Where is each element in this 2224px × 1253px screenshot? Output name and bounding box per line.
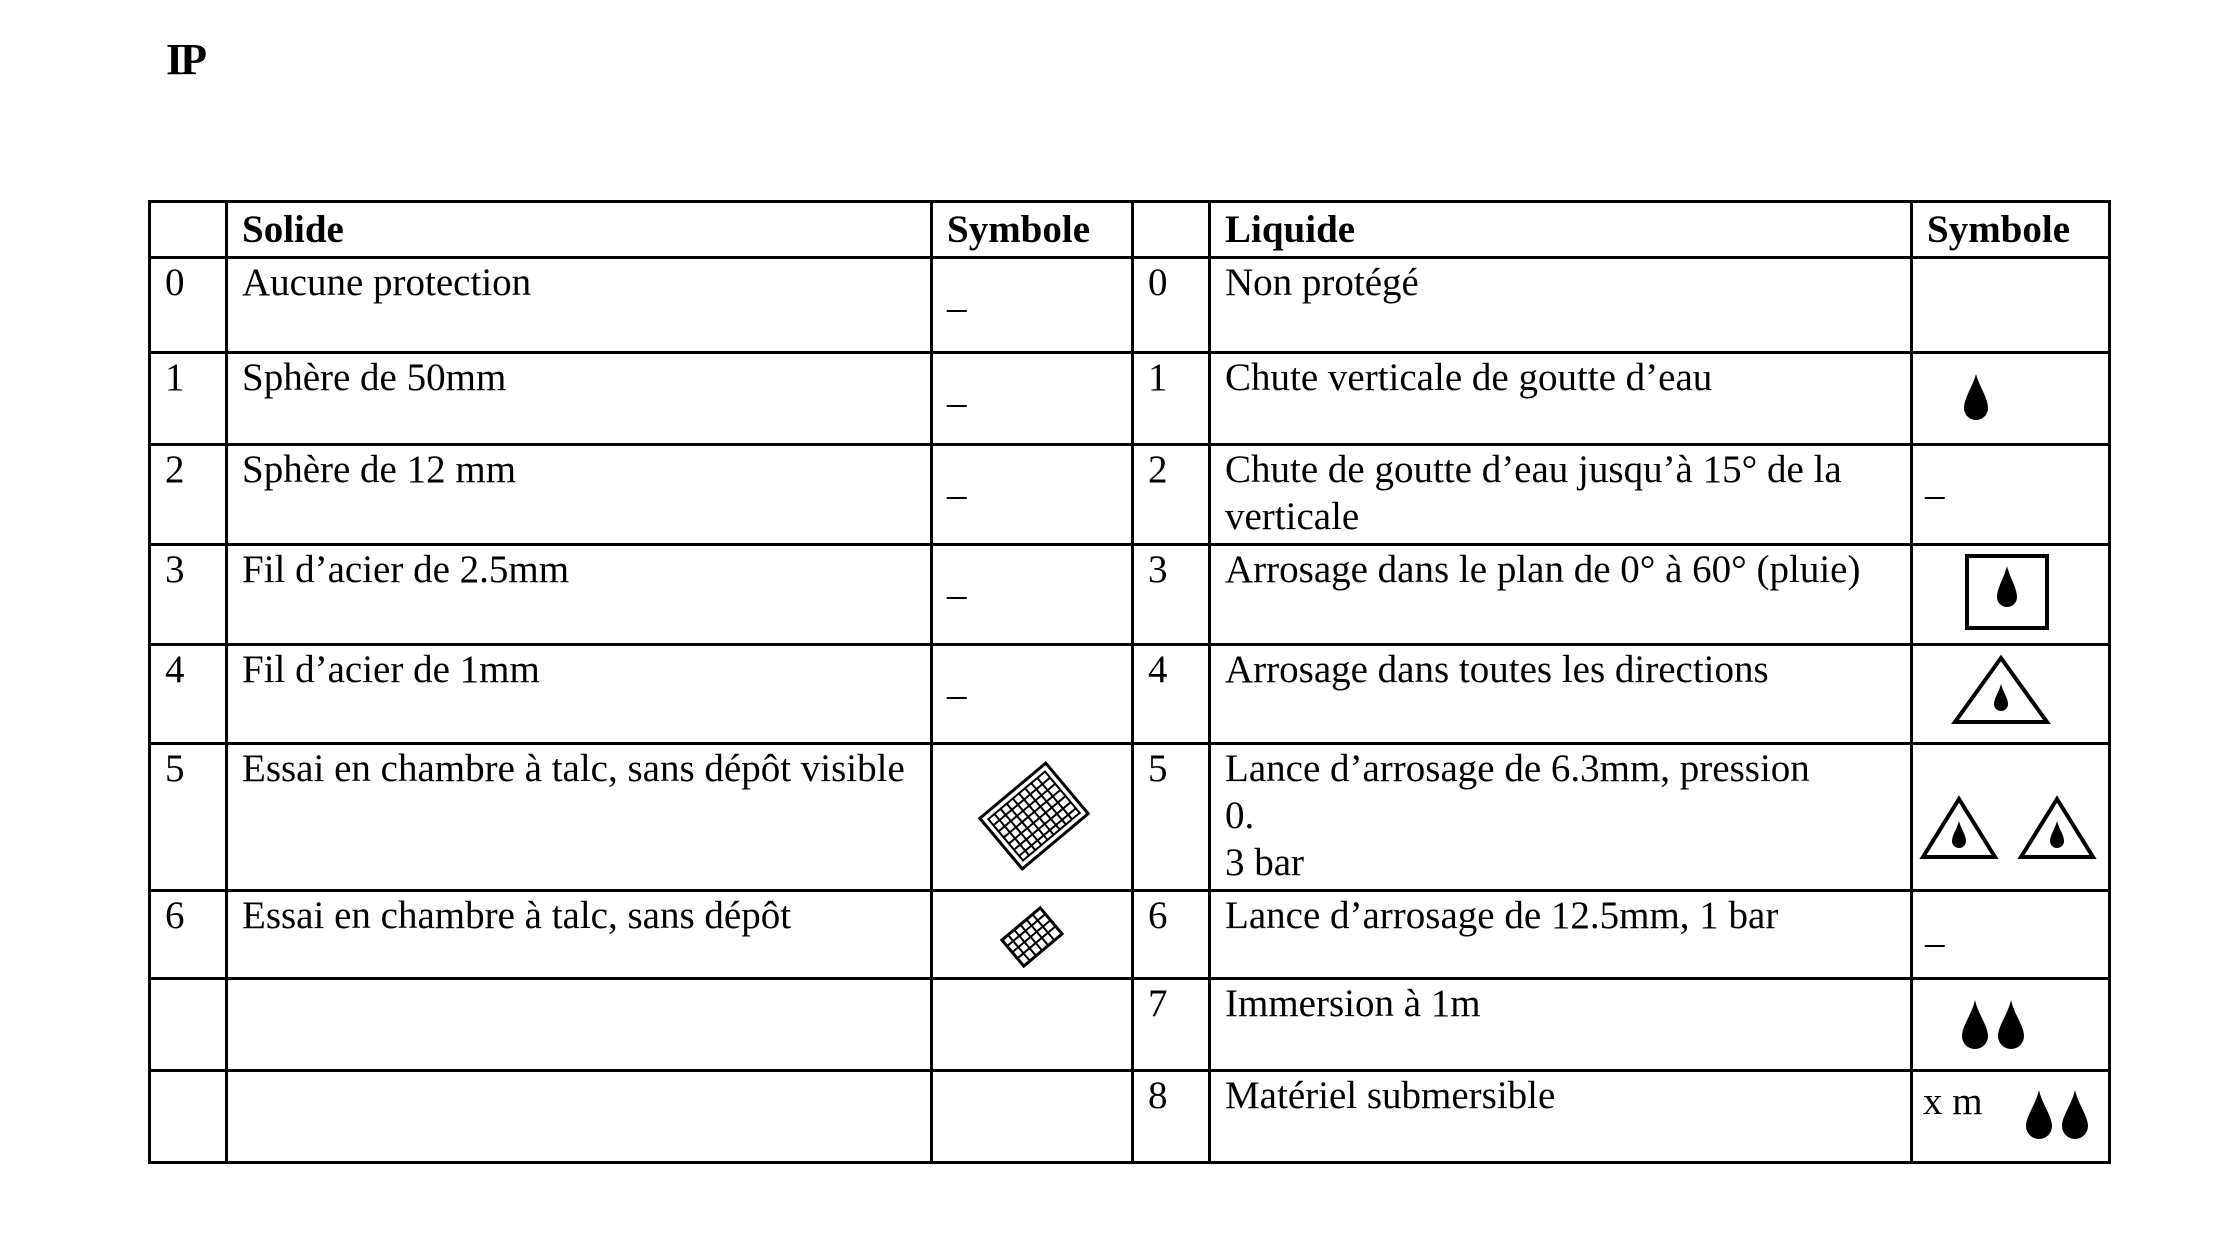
liquide-symbol (1912, 891, 2110, 979)
liquide-label: Lance d’arrosage de 12.5mm, 1 bar (1210, 891, 1912, 979)
solide-label (227, 1071, 932, 1163)
table-row (150, 891, 2110, 979)
solide-num: 6 (150, 891, 227, 979)
liquide-symbol (1912, 645, 2110, 744)
two-drops-icon (2023, 1088, 2093, 1144)
depth-label: x m (1923, 1080, 1983, 1123)
liquide-symbol (1912, 545, 2110, 645)
solide-label: Sphère de 12 mm (227, 445, 932, 545)
liquide-symbol (1912, 1071, 2110, 1163)
drop-in-square-icon (1963, 552, 2053, 634)
solide-symbol (932, 645, 1133, 744)
liquide-num: 3 (1133, 545, 1210, 645)
liquide-label: Arrosage dans toutes les directions (1210, 645, 1912, 744)
liquide-symbol (1912, 258, 2110, 353)
two-drop-triangles-icon (1919, 795, 2099, 865)
solide-label: Essai en chambre à talc, sans dépôt visible (227, 744, 932, 891)
two-drops-icon (1959, 998, 2029, 1054)
solide-symbol (932, 545, 1133, 645)
table-row (150, 979, 2110, 1071)
table-row (150, 1071, 2110, 1163)
liquide-symbol (1912, 445, 2110, 545)
solide-num: 3 (150, 545, 227, 645)
solide-symbol (932, 1071, 1133, 1163)
dash-symbol: _ (947, 560, 967, 603)
table-row (150, 645, 2110, 744)
liquide-label: Matériel submersible (1210, 1071, 1912, 1163)
dash-symbol: _ (947, 660, 967, 703)
solide-label: Fil d’acier de 2.5mm (227, 545, 932, 645)
solide-symbol (932, 258, 1133, 353)
table-row (150, 353, 2110, 445)
liquide-num: 8 (1133, 1071, 1210, 1163)
liquide-label: Arrosage dans le plan de 0° à 60° (pluie) (1210, 545, 1912, 645)
dash-symbol: _ (1925, 908, 1945, 951)
solide-num: 0 (150, 258, 227, 353)
solide-symbol (932, 979, 1133, 1071)
liquide-symbol (1912, 744, 2110, 891)
dash-symbol: _ (947, 368, 967, 411)
liquide-num: 1 (1133, 353, 1210, 445)
liquide-label: Non protégé (1210, 258, 1912, 353)
solide-symbol (932, 353, 1133, 445)
liquide-label (1210, 744, 1912, 891)
header-num-liquide (1133, 202, 1210, 258)
liquide-label-line: 3 bar (1225, 841, 1305, 884)
table-row (150, 744, 2110, 891)
table-row (150, 258, 2110, 353)
liquide-label: Chute de goutte d’eau jusqu’à 15° de la verticale (1210, 445, 1912, 545)
liquide-num: 2 (1133, 445, 1210, 545)
solide-num: 2 (150, 445, 227, 545)
liquide-symbol (1912, 979, 2110, 1071)
dash-symbol: _ (1925, 460, 1945, 503)
table-header-row (150, 202, 2110, 258)
solide-num (150, 979, 227, 1071)
grid-icon (969, 751, 1099, 881)
dash-symbol: _ (947, 273, 967, 316)
liquide-label: Immersion à 1m (1210, 979, 1912, 1071)
ip-protection-table (148, 200, 2111, 1164)
header-solide: Solide (227, 202, 932, 258)
header-symbole-liquide: Symbole (1912, 202, 2110, 258)
small-grid-icon (997, 902, 1067, 972)
solide-num (150, 1071, 227, 1163)
liquide-label: Chute verticale de goutte d’eau (1210, 353, 1912, 445)
solide-num: 5 (150, 744, 227, 891)
liquide-label-line: Lance d’arrosage de 6.3mm, pression (1225, 747, 1810, 790)
liquide-label-line: 0. (1225, 794, 1255, 837)
solide-label: Fil d’acier de 1mm (227, 645, 932, 744)
liquide-num: 6 (1133, 891, 1210, 979)
solide-symbol (932, 744, 1133, 891)
solide-num: 1 (150, 353, 227, 445)
liquide-num: 4 (1133, 645, 1210, 744)
solide-symbol (932, 445, 1133, 545)
drop-in-triangle-icon (1951, 654, 2051, 726)
dash-symbol: _ (947, 460, 967, 503)
table-row (150, 545, 2110, 645)
solide-symbol (932, 891, 1133, 979)
liquide-symbol (1912, 353, 2110, 445)
header-liquide: Liquide (1210, 202, 1912, 258)
table-row (150, 445, 2110, 545)
liquide-num: 0 (1133, 258, 1210, 353)
solide-label (227, 979, 932, 1071)
header-num-solide (150, 202, 227, 258)
solide-label: Sphère de 50mm (227, 353, 932, 445)
solide-num: 4 (150, 645, 227, 744)
solide-label: Essai en chambre à talc, sans dépôt (227, 891, 932, 979)
liquide-num: 7 (1133, 979, 1210, 1071)
drop-icon (1961, 372, 1991, 422)
liquide-num: 5 (1133, 744, 1210, 891)
page-title: IP (166, 35, 204, 84)
header-symbole-solide: Symbole (932, 202, 1133, 258)
solide-label: Aucune protection (227, 258, 932, 353)
